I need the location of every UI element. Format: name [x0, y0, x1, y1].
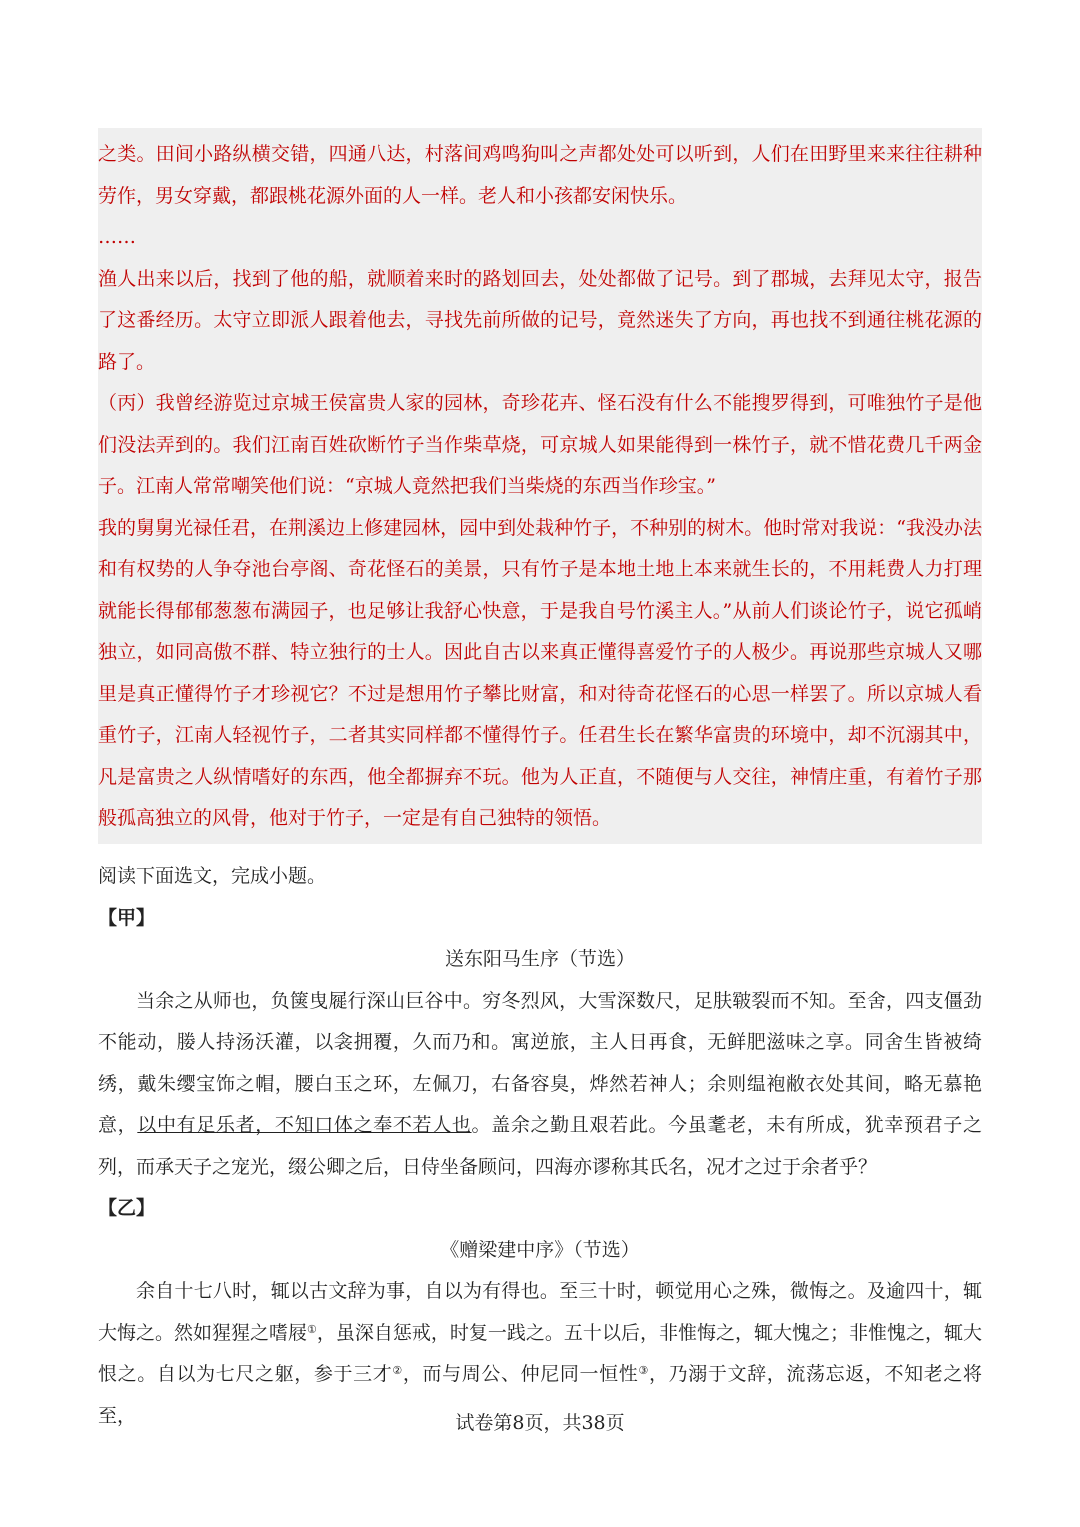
jia-text-part-2: 。盖余之勤且艰若此。今虽耄老，未有所成，犹幸预君子之列，而承天子之宠光，缀公卿之后，日侍坐备顾问，四海亦谬称其氏名，况才之过于余者乎？ [98, 1114, 982, 1178]
instruction-text: 阅读下面选文，完成小题。 [98, 865, 327, 887]
answer-paragraph-1: 之类。田间小路纵横交错，四通八达，村落间鸡鸣狗叫之声都处处可以听到，人们在田野里来来往往耕种劳作，男女穿戴，都跟桃花源外面的人一样。老人和小孩都安闲快乐。 [98, 143, 982, 207]
yi-text-part-2: ，虽深自惩戒，时复一践之。五十以后，非惟悔之，辄大愧之；非惟愧之，辄大恨之。自以为七尺之躯，参于三才 [98, 1321, 982, 1385]
section-jia-label: 【甲】 [98, 906, 156, 929]
yi-text-part-3: ，而与周公、仲尼同一恒性 [402, 1363, 639, 1385]
section-yi-label: 【乙】 [98, 1197, 156, 1219]
section-jia-passage [98, 981, 982, 1189]
footnote-marker-3: ③ [638, 1364, 649, 1377]
yi-text-part-1: 余自十七八时，辄以古文辞为事，自以为有得也。至三十时，顿觉用心之殊，微悔之。及逾四十，辄大悔之。然如猩猩之嗜屐 [98, 1280, 982, 1344]
answer-paragraph-4: 我的舅舅光禄任君，在荆溪边上修建园林，园中到处栽种竹子，不种别的树木。他时常对我说：“我没办法和有权势的人争夺池台亭阁、奇花怪石的美景，只有竹子是本地土地上本来就生长的，不用耗费人力打理就能长得郁郁葱葱布满园子，也足够让我舒心快意，于是我自号竹溪主人。”从前人们谈论竹子，说它孤峭独立，如同高傲不群、特立独行的士人。因此自古以来真正懂得喜爱竹子的人极少。再说那些京城人又哪里是真正懂得竹子才珍视它？不过是想用竹子攀比财富，和对待奇花怪石的心思一样罢了。所以京城人看重竹子，江南人轻视竹子，二者其实同样都不懂得竹子。任君生长在繁华富贵的环境中，却不沉溺其中，凡是富贵之人纵情嗜好的东西，他全都摒弃不玩。他为人正直，不随便与人交往，神情庄重，有着竹子那般孤高独立的风骨，他对于竹子，一定是有自己独特的领悟。 [98, 516, 982, 829]
jia-text-part-1: 当余之从师也，负箧曳屣行深山巨谷中。穷冬烈风，大雪深数尺，足肤皲裂而不知。至舍，四支僵劲不能动，媵人持汤沃灌，以衾拥覆，久而乃和。寓逆旅，主人日再食，无鲜肥滋味之享。同舍生皆被绮绣，戴朱缨宝饰之帽，腰白玉之环，左佩刀，右备容臭，烨然若神人；余则缊袍敝衣处其间，略无慕艳意， [98, 989, 982, 1136]
yi-text-part-4: ，乃溺于文辞，流荡忘返，不知老之将至， [98, 1363, 982, 1427]
footnote-marker-1: ① [307, 1322, 317, 1336]
answer-ellipsis: …… [98, 226, 136, 248]
answer-paragraph-3: （丙）我曾经游览过京城王侯富贵人家的园林，奇珍花卉、怪石没有什么不能搜罗得到，可唯独竹子是他们没法弄到的。我们江南百姓砍断竹子当作柴草烧，可京城人如果能得到一株竹子，就不惜花费几千两金子。江南人常常嘲笑他们说：“京城人竟然把我们当柴烧的东西当作珍宝。” [98, 392, 982, 497]
section-yi-title: 《赠梁建中序》（节选） [440, 1238, 640, 1261]
page-footer: 试卷第8页，共38页 [455, 1412, 625, 1434]
answer-paragraph-2: 渔人出来以后，找到了他的船，就顺着来时的路划回去，处处都做了记号。到了郡城，去拜见太守，报告了这番经历。太守立即派人跟着他去，寻找先前所做的记号，竟然迷失了方向，再也找不到通往桃花源的路了。 [98, 267, 982, 373]
section-jia-title: 送东阳马生序（节选） [444, 948, 635, 970]
footnote-marker-2: ② [392, 1364, 403, 1377]
question-body [98, 856, 982, 1437]
answer-translation-block [98, 128, 982, 844]
jia-underlined-sentence: 以中有足乐者，不知口体之奉不若人也 [137, 1114, 472, 1136]
